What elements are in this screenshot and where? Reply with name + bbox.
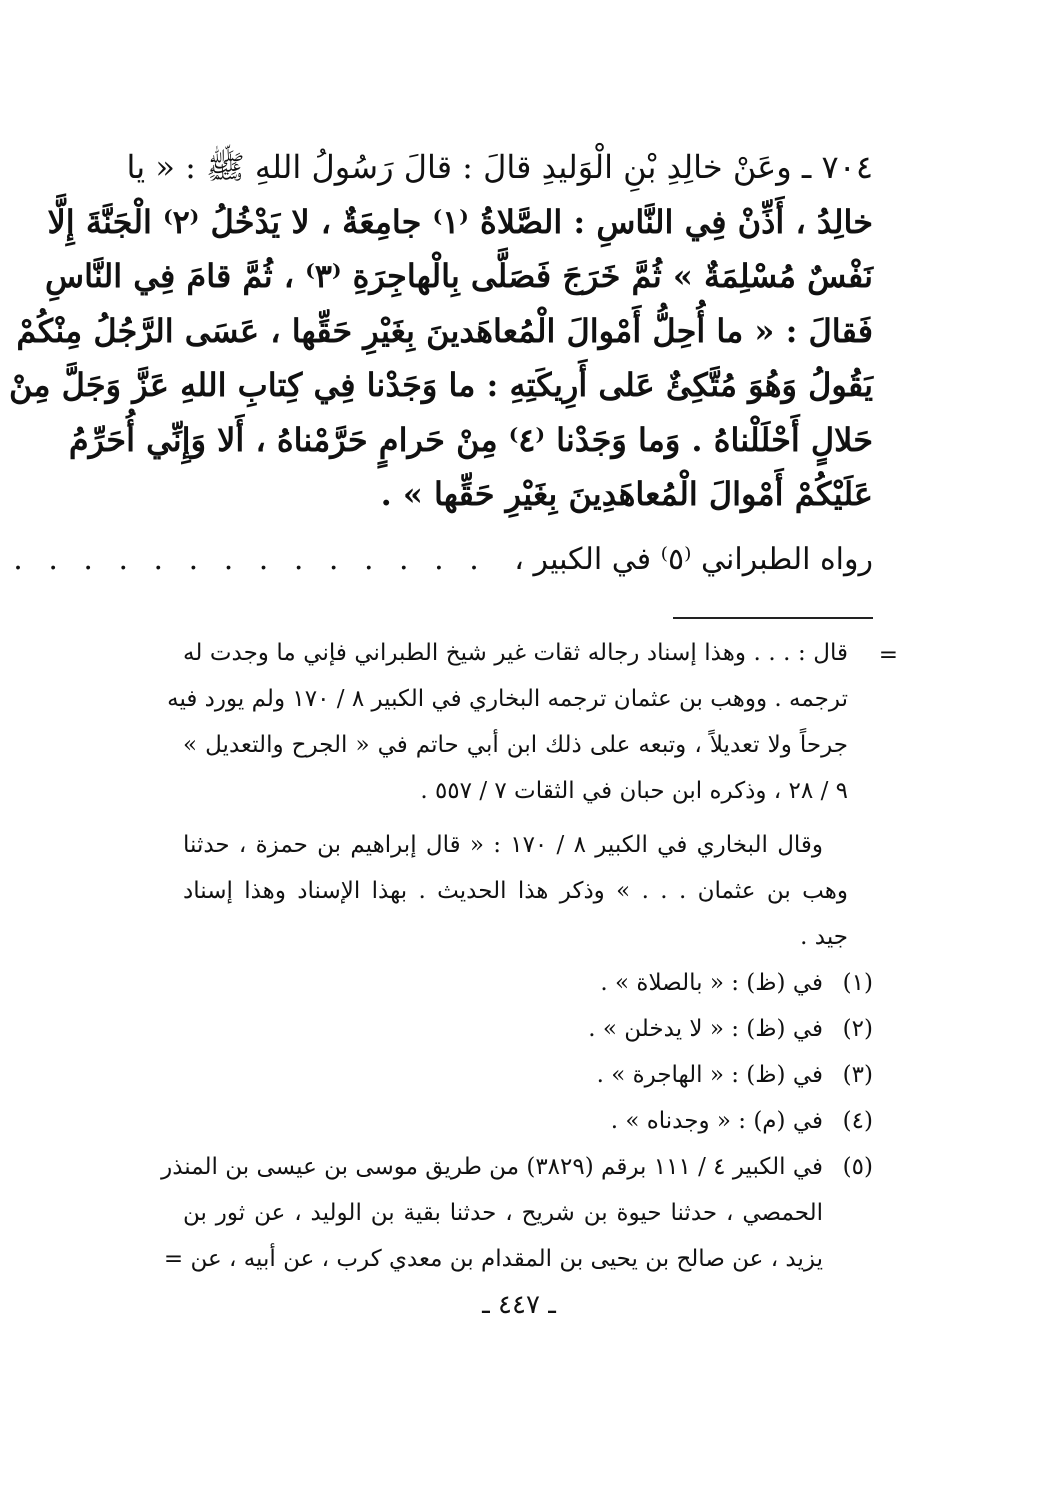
footnote-5-continued — [163, 1190, 873, 1282]
hadith-line: ٧٠٤ ـ وعَنْ خالِدِ بْنِ الْوَليدِ قالَ : قالَ رَسُولُ اللهِ ﷺ : « يا — [126, 148, 873, 186]
footnotes-section — [161, 630, 898, 1282]
bukhari-note — [183, 822, 873, 960]
hadith-line: نَفْسٌ مُسْلِمَةٌ » ثُمَّ خَرَجَ فَصَلَّى بِالْهاجِرَةِ ⁽٣⁾ ، ثُمَّ قامَ فِي النَّاسِ — [45, 257, 873, 295]
numbered-footnotes — [161, 960, 873, 1282]
footnote-number: (٤) — [842, 1108, 873, 1134]
source-dots: . . . . . . . . . . . . . . — [13, 542, 487, 577]
note-line: ترجمه . ووهب بن عثمان ترجمه البخاري في الكبير ٨ / ١٧٠ ولم يورد فيه — [167, 686, 848, 712]
note-line: جيد . — [800, 924, 848, 950]
source-text: رواه الطبراني ⁽٥⁾ في الكبير ، — [514, 542, 873, 577]
source-attribution — [13, 540, 873, 580]
footnote-text: في (ظ) : « الهاجرة » . — [596, 1062, 823, 1088]
hadith-line: خالِدُ ، أَذِّنْ فِي النَّاسِ : الصَّلاةُ ⁽١⁾ جامِعَةٌ ، لا يَدْخُلُ ⁽٢⁾ الْجَنَّةَ إِلَّا — [47, 202, 873, 241]
page-number: ـ ٤٤٧ ـ — [482, 1290, 556, 1320]
note-line: الحمصي ، حدثنا حيوة بن شريح ، حدثنا بقية بن الوليد ، عن ثور بن — [183, 1200, 823, 1226]
hadith-line: عَلَيْكُمْ أَمْوالَ الْمُعاهَدِينَ بِغَيْرِ حَقِّها » . — [380, 475, 873, 513]
footnote-number: (٣) — [842, 1062, 873, 1088]
hadith-text — [8, 140, 873, 522]
note-line: ٩ / ٢٨ ، وذكره ابن حبان في الثقات ٧ / ٥٥٧ . — [420, 778, 848, 804]
footnote-5 — [161, 1144, 873, 1190]
footnote-4 — [183, 1098, 873, 1144]
hadith-line: فَقالَ : « ما أُحِلُّ أَمْوالَ الْمُعاهَدينَ بِغَيْرِ حَقِّها ، عَسَى الرَّجُلُ مِنْكُمْ — [16, 311, 873, 350]
carried-note — [167, 630, 898, 814]
note-line: وهب بن عثمان . . . » وذكر هذا الحديث . بهذا الإسناد وهذا إسناد — [183, 878, 848, 904]
footnote-text: في الكبير ٤ / ١١١ برقم (٣٨٢٩) من طريق موسى بن عيسى بن المنذر — [161, 1154, 823, 1180]
footnote-number: (١) — [842, 970, 873, 996]
continuation-mark: = — [878, 642, 898, 668]
note-line: يزيد ، عن صالح بن يحيى بن المقدام بن معدي كرب ، عن أبيه ، عن = — [163, 1246, 823, 1272]
footnote-1 — [183, 960, 873, 1006]
footnote-text: في (ظ) : « بالصلاة » . — [600, 970, 823, 996]
footnote-3 — [183, 1052, 873, 1098]
hadith-line: يَقُولُ وَهُوَ مُتَّكِئٌ عَلى أَرِيكَتِهِ : ما وَجَدْنا فِي كِتابِ اللهِ عَزَّ وَجَلَّ مِنْ — [8, 366, 873, 404]
footnote-separator — [673, 617, 873, 619]
note-line: قال : . . . وهذا إسناد رجاله ثقات غير شيخ الطبراني فإني ما وجدت له — [183, 640, 848, 666]
note-line: وقال البخاري في الكبير ٨ / ١٧٠ : « قال إبراهيم بن حمزة ، حدثنا — [183, 832, 824, 858]
footnote-text: في (م) : « وجدناه » . — [610, 1108, 823, 1134]
footnote-number: (٥) — [842, 1154, 873, 1180]
footnote-number: (٢) — [842, 1016, 873, 1042]
note-line: جرحاً ولا تعديلاً ، وتبعه على ذلك ابن أبي حاتم في « الجرح والتعديل » — [183, 732, 848, 758]
hadith-line: حَلالٍ أَحْلَلْناهُ . وَما وَجَدْنا ⁽٤⁾ مِنْ حَرامٍ حَرَّمْناهُ ، أَلا وَإِنِّي أُحَرِّمُ — [68, 420, 873, 459]
footnote-text: في (ظ) : « لا يدخلن » . — [588, 1016, 823, 1042]
footnote-2 — [183, 1006, 873, 1052]
